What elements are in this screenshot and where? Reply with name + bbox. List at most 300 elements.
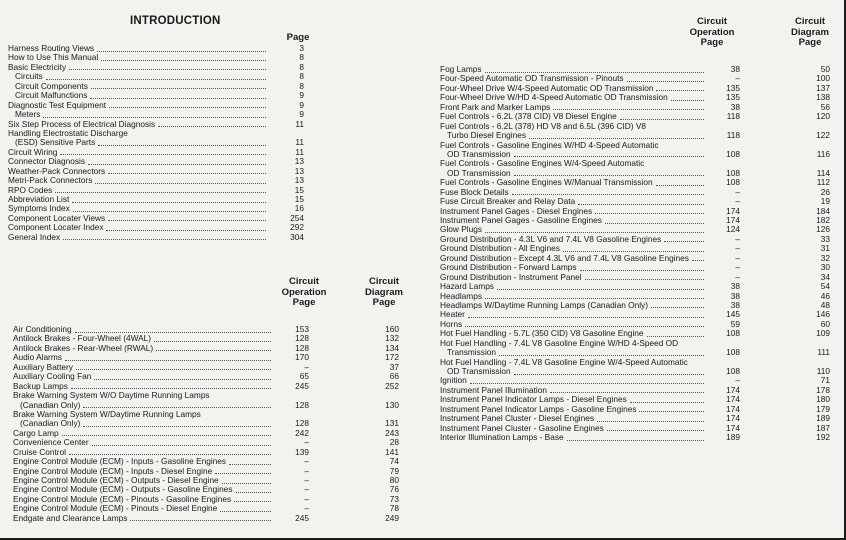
diagram-page: 178 bbox=[816, 384, 830, 395]
page-number: 9 bbox=[299, 99, 304, 110]
operation-page: 65 bbox=[299, 371, 309, 382]
page-number: 11 bbox=[295, 137, 304, 148]
diagram-page: 26 bbox=[820, 186, 830, 197]
entry-label: Fuse Block Details bbox=[440, 186, 509, 197]
left-circuit-list bbox=[13, 325, 403, 523]
diagram-page: 137 bbox=[816, 82, 830, 93]
leader-dots bbox=[220, 511, 271, 512]
leader-dots bbox=[465, 326, 704, 327]
diagram-page: 31 bbox=[820, 243, 830, 254]
entry-label: Engine Control Module (ECM) - Outputs - Gasoline Engines bbox=[13, 484, 233, 495]
operation-page: 174 bbox=[726, 205, 740, 216]
entry-label: Fuel Controls - Gasoline Engines W/Manual Transmission bbox=[440, 177, 653, 188]
leader-dots bbox=[234, 501, 271, 502]
page-number: 254 bbox=[290, 212, 304, 223]
page-number: 3 bbox=[299, 43, 304, 53]
entry-label: Glow Plugs bbox=[440, 224, 482, 235]
diagram-page: 19 bbox=[820, 196, 830, 207]
diagram-page: 130 bbox=[385, 399, 399, 410]
diagram-page: 114 bbox=[816, 167, 830, 178]
leader-dots bbox=[76, 369, 271, 370]
diagram-page: 111 bbox=[817, 347, 830, 358]
operation-page: 245 bbox=[295, 512, 309, 523]
entry-label: Engine Control Module (ECM) - Pinouts - Diesel Engine bbox=[13, 503, 218, 514]
entry-label: Metri-Pack Connectors bbox=[8, 175, 93, 186]
page-number: 11 bbox=[295, 146, 304, 157]
diagram-page: 30 bbox=[820, 262, 830, 273]
operation-page: 174 bbox=[726, 403, 740, 414]
right-diagram-header: Circuit Diagram Page bbox=[790, 16, 829, 48]
leader-dots bbox=[514, 374, 704, 375]
intro-page-header: Page bbox=[286, 32, 310, 43]
operation-page: 124 bbox=[726, 224, 740, 235]
leader-dots bbox=[605, 223, 704, 224]
circuit-entry bbox=[13, 344, 403, 353]
entry-label: Fuse Circuit Breaker and Relay Data bbox=[440, 196, 576, 207]
intro-entry bbox=[8, 101, 308, 110]
entry-label: Meters bbox=[15, 109, 41, 120]
operation-page: – bbox=[304, 465, 309, 476]
entry-label: Antilock Brakes - Rear-Wheel (RWAL) bbox=[13, 342, 154, 353]
operation-page: 242 bbox=[295, 427, 309, 438]
operation-page: – bbox=[304, 456, 309, 467]
operation-page: 153 bbox=[295, 324, 309, 334]
leader-dots bbox=[97, 51, 266, 52]
leader-dots bbox=[692, 260, 704, 261]
entry-label: Ground Distribution - 4.3L V6 and 7.4L V8 Gasoline Engines bbox=[440, 233, 662, 244]
operation-page: 108 bbox=[726, 328, 740, 339]
leader-dots bbox=[647, 336, 704, 337]
diagram-page: 66 bbox=[389, 371, 399, 382]
entry-label: Instrument Panel Cluster - Diesel Engines bbox=[440, 413, 595, 424]
operation-page: – bbox=[735, 73, 740, 84]
page-number: 16 bbox=[294, 203, 304, 214]
operation-page: 108 bbox=[726, 347, 740, 358]
entry-label: Ground Distribution - Except 4.3L V6 and 7.4L V8 Gasoline Engines bbox=[440, 252, 689, 263]
operation-page: 38 bbox=[730, 281, 740, 292]
circuit-entry bbox=[13, 438, 403, 447]
leader-dots bbox=[656, 185, 704, 186]
operation-page: – bbox=[735, 262, 740, 273]
entry-label: Engine Control Module (ECM) - Outputs - Diesel Engine bbox=[13, 475, 219, 485]
operation-page: 108 bbox=[726, 167, 740, 178]
leader-dots bbox=[156, 350, 271, 351]
leader-dots bbox=[553, 109, 704, 110]
entry-label: Weather-Pack Connectors bbox=[8, 165, 106, 176]
entry-label: Circuit Wiring bbox=[8, 146, 58, 157]
leader-dots bbox=[597, 421, 704, 422]
entry-label: Fuel Controls - 6.2L (378 CID) V8 Diesel Engine bbox=[440, 111, 617, 122]
leader-dots bbox=[62, 435, 271, 436]
diagram-page: 56 bbox=[820, 101, 830, 112]
entry-label: Engine Control Module (ECM) - Inputs - Diesel Engine bbox=[13, 465, 213, 476]
operation-page: 128 bbox=[295, 333, 309, 344]
operation-page: 118 bbox=[726, 130, 740, 141]
diagram-page: 34 bbox=[820, 271, 830, 282]
operation-page: 38 bbox=[730, 299, 740, 310]
right-operation-header: Circuit Operation Page bbox=[689, 16, 735, 48]
leader-dots bbox=[90, 98, 266, 99]
operation-page: 128 bbox=[295, 342, 309, 353]
diagram-page: 132 bbox=[385, 333, 399, 344]
entry-label: Antilock Brakes - Four-Wheel (4WAL) bbox=[13, 333, 152, 344]
entry-label: OD Transmission bbox=[447, 366, 511, 376]
diagram-page: 180 bbox=[816, 394, 830, 405]
entry-label: Ignition bbox=[440, 375, 467, 386]
entry-label: (Canadian Only) bbox=[20, 399, 81, 410]
circuit-entry bbox=[13, 372, 403, 381]
leader-dots bbox=[499, 355, 704, 356]
operation-page: 174 bbox=[726, 384, 740, 395]
operation-page: – bbox=[735, 271, 740, 282]
entry-label: Brake Warning System W/Daytime Running Lamps bbox=[13, 408, 201, 419]
diagram-page: 28 bbox=[389, 437, 399, 448]
operation-page: 139 bbox=[295, 446, 309, 457]
leader-dots bbox=[485, 72, 704, 73]
leader-dots bbox=[468, 317, 704, 318]
entry-label: Diagnostic Test Equipment bbox=[8, 99, 107, 110]
page-number: 292 bbox=[290, 222, 304, 233]
diagram-page: 249 bbox=[385, 512, 399, 523]
entry-label: Engine Control Module (ECM) - Pinouts - Gasoline Engines bbox=[13, 493, 232, 504]
diagram-page: 182 bbox=[816, 215, 830, 225]
entry-label: Symptoms Index bbox=[8, 203, 70, 214]
diagram-page: 192 bbox=[816, 432, 830, 443]
leader-dots bbox=[109, 107, 266, 108]
intro-entry bbox=[8, 63, 308, 72]
page-number: 9 bbox=[299, 109, 304, 120]
leader-dots bbox=[578, 204, 704, 205]
operation-page: 174 bbox=[726, 215, 740, 225]
entry-label: Six Step Process of Electrical Diagnosis bbox=[8, 118, 156, 129]
operation-page: 135 bbox=[726, 92, 740, 103]
entry-label: Headlamps W/Daytime Running Lamps (Canadian Only) bbox=[440, 299, 648, 310]
diagram-page: 76 bbox=[389, 484, 399, 495]
diagram-page: 146 bbox=[816, 309, 830, 320]
leader-dots bbox=[215, 473, 271, 474]
entry-label: Audio Alarms bbox=[13, 352, 62, 363]
operation-page: 38 bbox=[730, 101, 740, 112]
operation-page: 59 bbox=[730, 318, 740, 329]
entry-label: Instrument Panel Gages - Gasoline Engines bbox=[440, 215, 602, 225]
diagram-page: 252 bbox=[385, 380, 399, 391]
circuit-entry bbox=[440, 310, 835, 319]
intro-entry bbox=[8, 176, 308, 185]
entry-label: Engine Control Module (ECM) - Inputs - Gasoline Engines bbox=[13, 456, 227, 467]
operation-page: 170 bbox=[295, 352, 309, 363]
entry-label: Brake Warning System W/O Daytime Running Lamps bbox=[13, 390, 210, 401]
page-number: 9 bbox=[299, 90, 304, 101]
leader-dots bbox=[470, 383, 704, 384]
entry-label: Turbo Diesel Engines bbox=[447, 130, 527, 141]
diagram-page: 32 bbox=[820, 252, 830, 263]
operation-page: – bbox=[735, 243, 740, 254]
entry-label: General Index bbox=[8, 231, 61, 242]
entry-label: (Canadian Only) bbox=[20, 418, 81, 429]
leader-dots bbox=[83, 426, 271, 427]
operation-page: – bbox=[735, 233, 740, 244]
leader-dots bbox=[514, 175, 704, 176]
diagram-page: 73 bbox=[389, 493, 399, 504]
leader-dots bbox=[60, 154, 266, 155]
entry-label: Fuel Controls - Gasoline Engines W/4-Speed Automatic bbox=[440, 158, 645, 169]
leader-dots bbox=[73, 211, 266, 212]
operation-page: 128 bbox=[295, 418, 309, 429]
diagram-page: 243 bbox=[385, 427, 399, 438]
entry-label: Component Locater Views bbox=[8, 212, 106, 223]
diagram-page: 184 bbox=[816, 205, 830, 216]
leader-dots bbox=[630, 402, 704, 403]
entry-label: Auxiliary Cooling Fan bbox=[13, 371, 92, 382]
circuit-entry bbox=[13, 419, 403, 428]
entry-label: Four-Wheel Drive W/4-Speed Automatic OD Transmission bbox=[440, 82, 654, 93]
operation-page: – bbox=[735, 196, 740, 207]
entry-label: Basic Electricity bbox=[8, 61, 67, 72]
entry-label: Hazard Lamps bbox=[440, 281, 494, 292]
diagram-page: 112 bbox=[816, 177, 830, 188]
leader-dots bbox=[46, 79, 266, 80]
page-number: 11 bbox=[295, 118, 304, 129]
operation-page: 108 bbox=[726, 366, 740, 376]
diagram-page: 134 bbox=[385, 342, 399, 353]
leader-dots bbox=[229, 464, 271, 465]
leader-dots bbox=[529, 138, 704, 139]
entry-label: Fuel Controls - Gasoline Engines W/HD 4-Speed Automatic bbox=[440, 139, 659, 150]
diagram-page: 60 bbox=[820, 318, 830, 329]
entry-label: Auxiliary Battery bbox=[13, 361, 73, 372]
operation-page: – bbox=[304, 437, 309, 448]
operation-page: 38 bbox=[730, 290, 740, 301]
circuit-entry bbox=[440, 282, 835, 291]
leader-dots bbox=[595, 213, 704, 214]
operation-page: – bbox=[304, 493, 309, 504]
leader-dots bbox=[108, 173, 266, 174]
entry-label: How to Use This Manual bbox=[8, 52, 99, 63]
entry-label: Instrument Panel Gages - Diesel Engines bbox=[440, 205, 593, 216]
entry-label: Abbreviation List bbox=[8, 194, 70, 204]
circuit-entry bbox=[440, 216, 835, 225]
entry-label: (ESD) Sensitive Parts bbox=[15, 137, 96, 148]
entry-label: Handling Electrostatic Discharge bbox=[8, 127, 128, 138]
leader-dots bbox=[106, 230, 266, 231]
left-diagram-header: Circuit Diagram Page bbox=[364, 276, 403, 308]
operation-page: – bbox=[735, 186, 740, 197]
diagram-page: 189 bbox=[816, 413, 830, 424]
leader-dots bbox=[91, 88, 266, 89]
operation-page: 128 bbox=[295, 399, 309, 410]
leader-dots bbox=[585, 279, 704, 280]
diagram-page: 33 bbox=[820, 233, 830, 244]
diagram-page: 187 bbox=[816, 422, 830, 433]
leader-dots bbox=[222, 483, 271, 484]
page-number: 8 bbox=[299, 61, 304, 72]
entry-label: Convenience Center bbox=[13, 437, 89, 448]
diagram-page: 71 bbox=[820, 375, 830, 386]
operation-page: 108 bbox=[726, 148, 740, 159]
entry-label: Circuit Components bbox=[15, 80, 88, 91]
entry-label: Harness Routing Views bbox=[8, 43, 95, 53]
operation-page: – bbox=[304, 484, 309, 495]
entry-label: OD Transmission bbox=[447, 148, 511, 159]
page-number: 8 bbox=[299, 52, 304, 63]
entry-label: Hot Fuel Handling - 5.7L (350 CID) V8 Gasoline Engine bbox=[440, 328, 644, 339]
left-operation-header: Circuit Operation Page bbox=[281, 276, 327, 308]
diagram-page: 122 bbox=[816, 130, 830, 141]
entry-label: Ground Distribution - Forward Lamps bbox=[440, 262, 577, 273]
leader-dots bbox=[55, 192, 266, 193]
leader-dots bbox=[514, 156, 704, 157]
leader-dots bbox=[88, 164, 266, 165]
entry-label: Cruise Control bbox=[13, 446, 67, 457]
entry-label: Endgate and Clearance Lamps bbox=[13, 512, 128, 523]
entry-label: Circuit Malfunctions bbox=[15, 90, 88, 101]
leader-dots bbox=[69, 454, 271, 455]
entry-label: Ground Distribution - All Engines bbox=[440, 243, 560, 254]
leader-dots bbox=[651, 307, 704, 308]
intro-entry bbox=[8, 233, 308, 242]
operation-page: 145 bbox=[726, 309, 740, 320]
leader-dots bbox=[580, 270, 704, 271]
right-circuit-list bbox=[440, 65, 835, 443]
leader-dots bbox=[627, 81, 704, 82]
operation-page: 118 bbox=[726, 111, 740, 122]
diagram-page: 48 bbox=[820, 299, 830, 310]
leader-dots bbox=[550, 392, 704, 393]
entry-label: Ground Distribution - Instrument Panel bbox=[440, 271, 582, 282]
diagram-page: 172 bbox=[385, 352, 399, 363]
diagram-page: 54 bbox=[820, 281, 830, 292]
diagram-page: 74 bbox=[389, 456, 399, 467]
entry-label: Four-Wheel Drive W/HD 4-Speed Automatic OD Transmission bbox=[440, 92, 668, 103]
intro-list bbox=[8, 44, 308, 242]
diagram-page: 160 bbox=[385, 324, 399, 334]
diagram-page: 80 bbox=[389, 475, 399, 485]
leader-dots bbox=[69, 69, 266, 70]
operation-page: 108 bbox=[726, 177, 740, 188]
diagram-page: 100 bbox=[816, 73, 830, 84]
circuit-entry bbox=[440, 339, 835, 348]
entry-label: Transmission bbox=[447, 347, 497, 358]
entry-label: Instrument Panel Illumination bbox=[440, 384, 547, 395]
leader-dots bbox=[72, 202, 266, 203]
page-number: 8 bbox=[299, 80, 304, 91]
entry-label: Hot Fuel Handling - 7.4L V8 Gasoline Engine W/HD 4-Speed OD bbox=[440, 337, 679, 348]
diagram-page: 141 bbox=[385, 446, 399, 457]
leader-dots bbox=[108, 220, 266, 221]
leader-dots bbox=[158, 126, 266, 127]
leader-dots bbox=[656, 90, 704, 91]
page-title: INTRODUCTION bbox=[130, 15, 221, 27]
page-number: 8 bbox=[299, 71, 304, 82]
operation-page: – bbox=[304, 503, 309, 514]
leader-dots bbox=[664, 241, 704, 242]
operation-page: 174 bbox=[726, 422, 740, 433]
entry-label: Instrument Panel Indicator Lamps - Diesel Engines bbox=[440, 394, 627, 405]
entry-label: Cargo Lamp bbox=[13, 427, 59, 438]
leader-dots bbox=[671, 100, 704, 101]
entry-label: Headlamps bbox=[440, 290, 482, 301]
entry-label: Four-Speed Automatic OD Transmission - Pinouts bbox=[440, 73, 624, 84]
entry-label: Circuits bbox=[15, 71, 43, 82]
entry-label: Air Conditioning bbox=[13, 324, 72, 334]
leader-dots bbox=[75, 332, 271, 333]
leader-dots bbox=[101, 60, 266, 61]
leader-dots bbox=[94, 379, 271, 380]
operation-page: – bbox=[735, 375, 740, 386]
operation-page: – bbox=[304, 361, 309, 372]
circuit-entry bbox=[440, 367, 835, 376]
leader-dots bbox=[485, 232, 704, 233]
leader-dots bbox=[98, 145, 266, 146]
entry-label: OD Transmission bbox=[447, 167, 511, 178]
diagram-page: 179 bbox=[816, 403, 830, 414]
diagram-page: 138 bbox=[816, 92, 830, 103]
operation-page: – bbox=[304, 475, 309, 485]
leader-dots bbox=[620, 119, 704, 120]
leader-dots bbox=[43, 117, 266, 118]
entry-label: Component Locater Index bbox=[8, 222, 104, 233]
operation-page: – bbox=[735, 252, 740, 263]
leader-dots bbox=[154, 341, 271, 342]
leader-dots bbox=[71, 388, 271, 389]
operation-page: 174 bbox=[726, 413, 740, 424]
leader-dots bbox=[639, 411, 704, 412]
leader-dots bbox=[563, 251, 704, 252]
leader-dots bbox=[83, 407, 271, 408]
leader-dots bbox=[92, 445, 271, 446]
diagram-page: 46 bbox=[820, 290, 830, 301]
entry-label: Connector Diagnosis bbox=[8, 156, 86, 167]
page-number: 13 bbox=[294, 175, 304, 186]
page-number: 15 bbox=[294, 194, 304, 204]
entry-label: Hot Fuel Handling - 7.4L V8 Gasoline Engine W/4-Speed Automatic bbox=[440, 356, 688, 367]
page-number: 304 bbox=[290, 231, 304, 242]
leader-dots bbox=[95, 183, 266, 184]
leader-dots bbox=[65, 360, 271, 361]
entry-label: Instrument Panel Cluster - Gasoline Engines bbox=[440, 422, 604, 433]
diagram-page: 50 bbox=[820, 64, 830, 74]
operation-page: 38 bbox=[730, 64, 740, 74]
circuit-entry bbox=[13, 514, 403, 523]
diagram-page: 120 bbox=[816, 111, 830, 122]
circuit-entry bbox=[440, 273, 835, 282]
leader-dots bbox=[485, 298, 704, 299]
diagram-page: 37 bbox=[389, 361, 399, 372]
leader-dots bbox=[130, 520, 271, 521]
leader-dots bbox=[236, 492, 271, 493]
circuit-entry bbox=[440, 433, 835, 442]
page-number: 15 bbox=[294, 184, 304, 195]
diagram-page: 79 bbox=[389, 465, 399, 476]
diagram-page: 131 bbox=[385, 418, 399, 429]
diagram-page: 126 bbox=[816, 224, 830, 235]
operation-page: 174 bbox=[726, 394, 740, 405]
entry-label: Backup Lamps bbox=[13, 380, 68, 391]
diagram-page: 110 bbox=[816, 366, 830, 376]
circuit-entry bbox=[440, 301, 835, 310]
entry-label: Instrument Panel Indicator Lamps - Gasoline Engines bbox=[440, 403, 637, 414]
leader-dots bbox=[63, 239, 266, 240]
entry-label: Horns bbox=[440, 318, 463, 329]
diagram-page: 116 bbox=[816, 148, 830, 159]
operation-page: 135 bbox=[726, 82, 740, 93]
leader-dots bbox=[497, 289, 704, 290]
leader-dots bbox=[567, 440, 704, 441]
entry-label: Fuel Controls - 6.2L (378) HD V8 and 6.5L (396 CID) V8 bbox=[440, 120, 646, 131]
operation-page: 189 bbox=[726, 432, 740, 443]
entry-label: Fog Lamps bbox=[440, 64, 482, 74]
leader-dots bbox=[607, 430, 704, 431]
